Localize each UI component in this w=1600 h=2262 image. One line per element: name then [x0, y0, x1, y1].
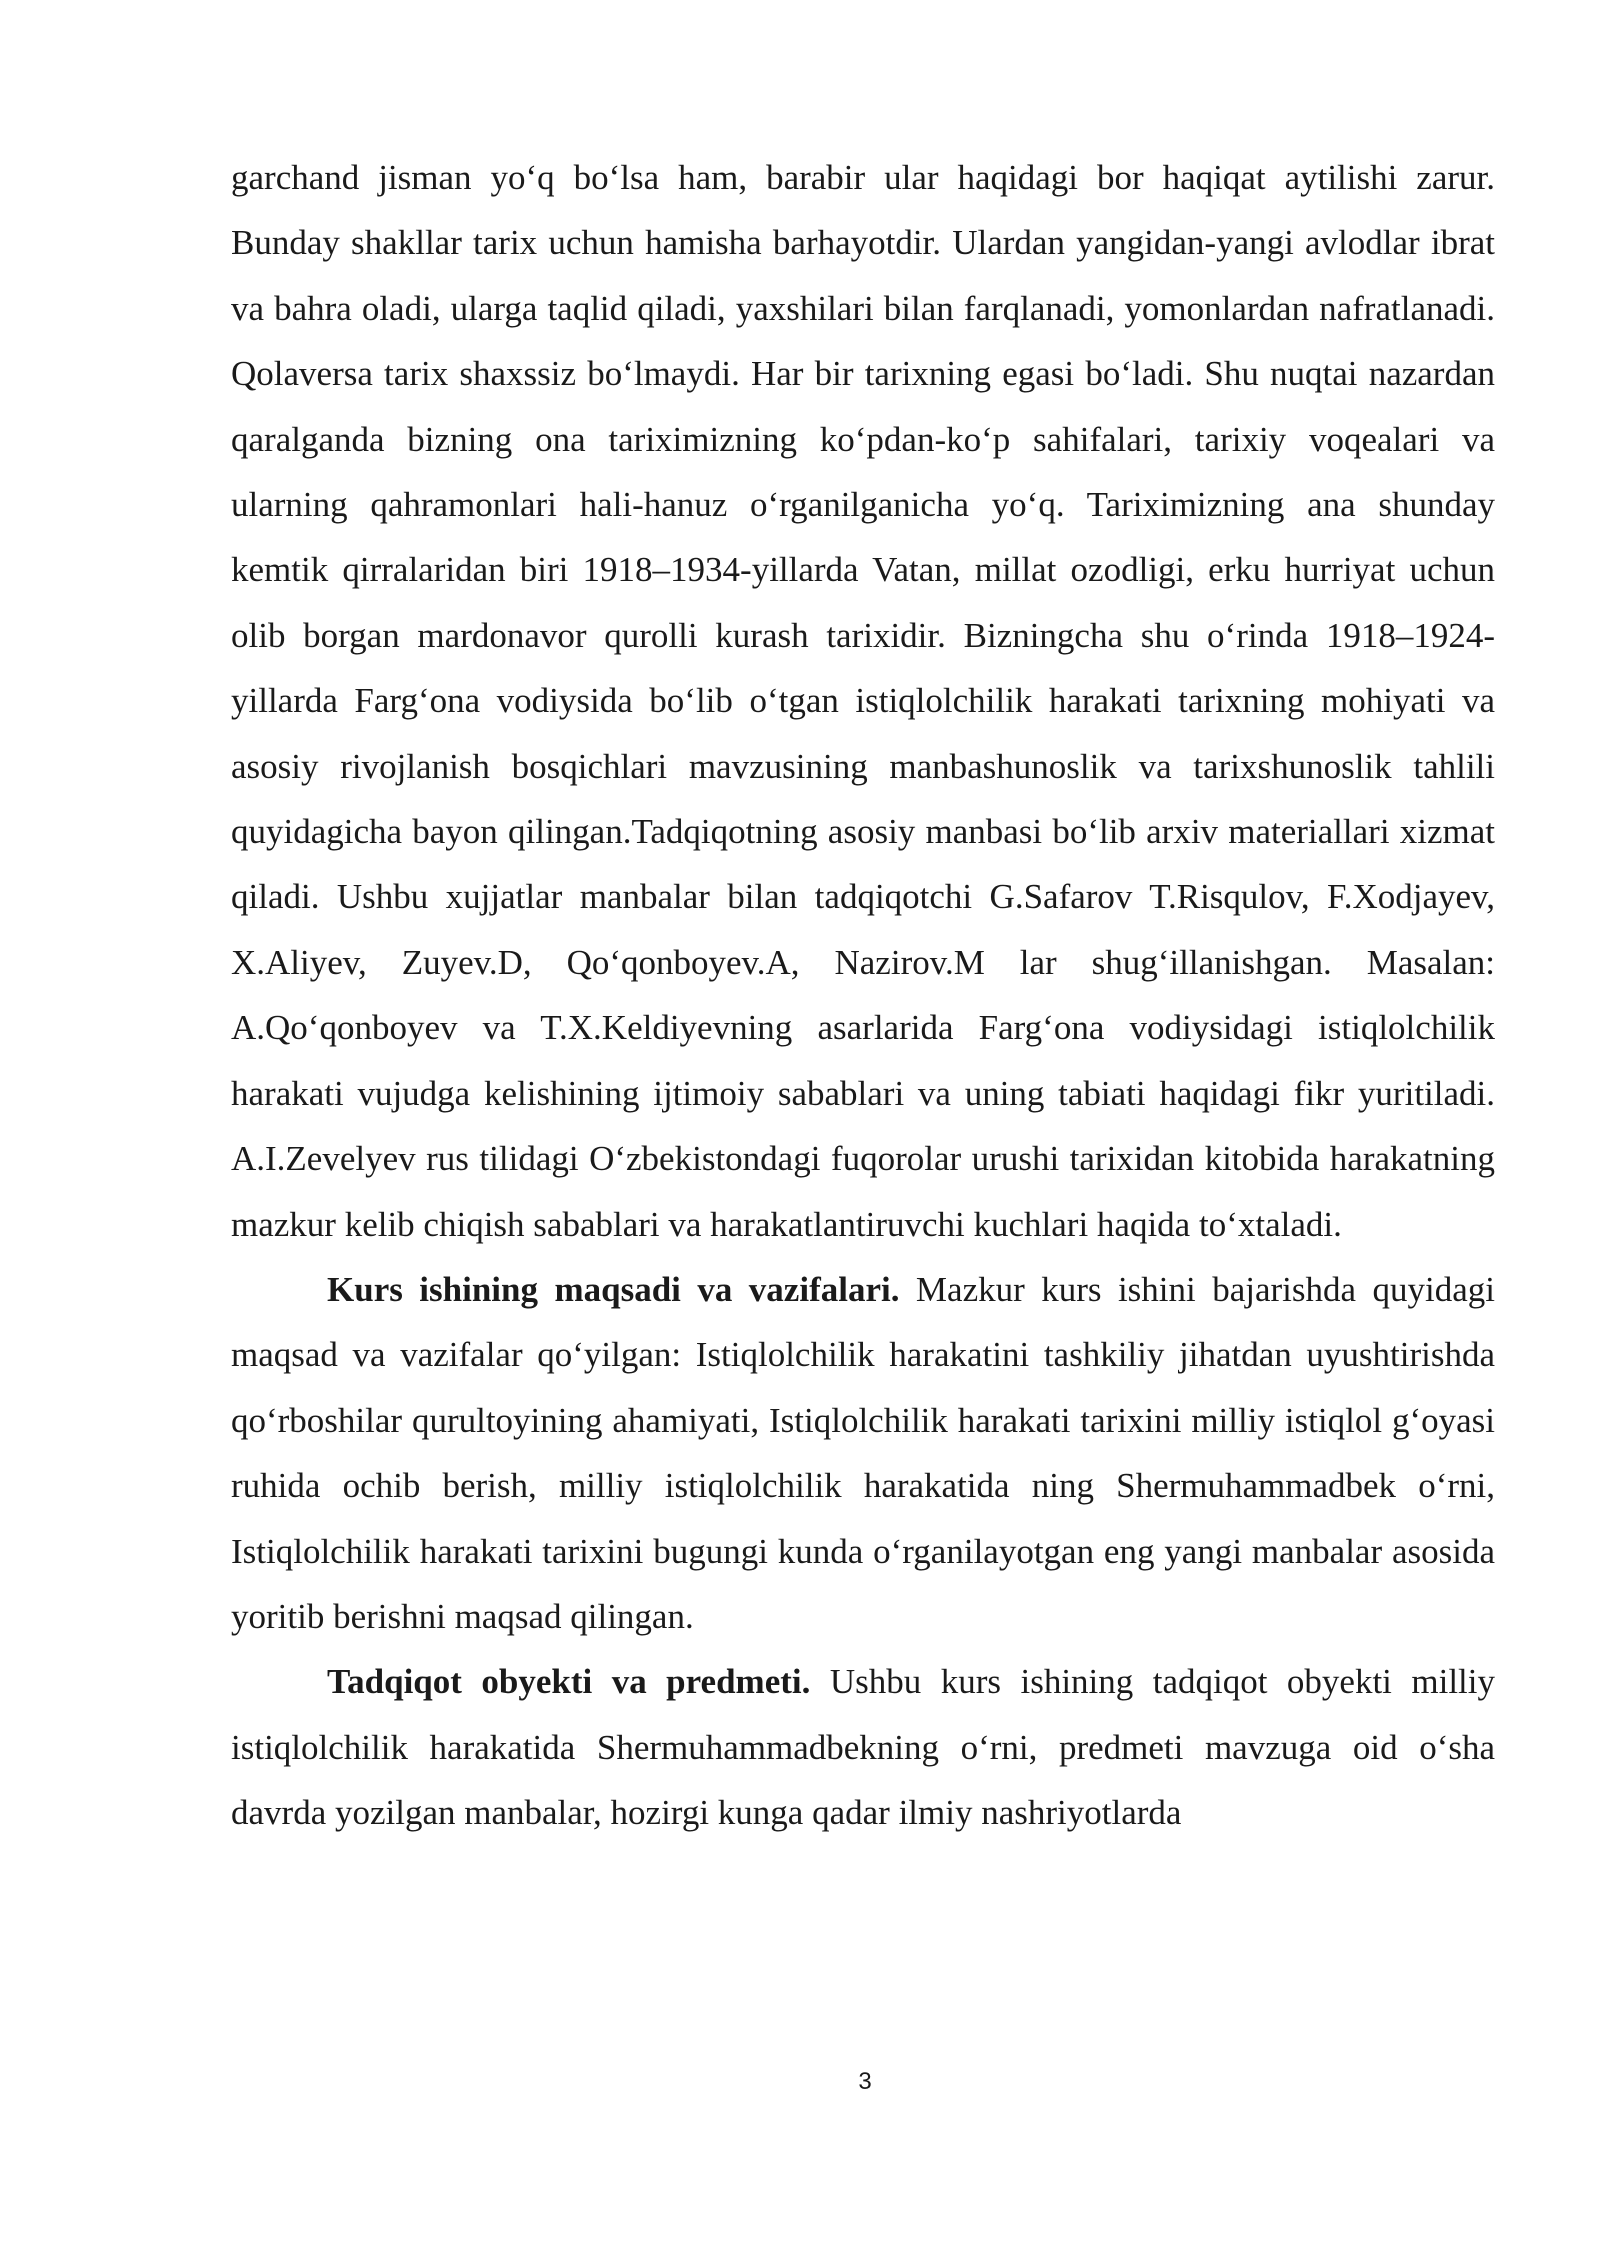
paragraph-intro: garchand jisman yo‘q bo‘lsa ham, barabir ular haqidagi bor haqiqat aytilishi zarur. Bunday shakllar tarix uchun hamisha barhayotdir. Ulardan yangidan-yangi avlodlar ibrat va bahra oladi, ularga taqlid qiladi, yaxshilari bilan farqlanadi, yomonlardan nafratlanadi. Qolaversa tarix shaxssiz bo‘lmaydi. Har bir tarixning egasi bo‘ladi. Shu nuqtai nazardan qaralganda bizning ona tariximizning ko‘pdan-ko‘p sahifalari, tarixiy voqealari va ularning qahramonlari hali-hanuz o‘rganilganicha yo‘q. Tariximizning ana shunday kemtik qirralaridan biri 1918–1934-yillarda Vatan, millat ozodligi, erku hurriyat uchun olib borgan mardonavor qurolli kurash tarixidir. Bizningcha shu o‘rinda 1918–1924-yillarda Farg‘ona vodiysida bo‘lib o‘tgan istiqlolchilik harakati tarixning mohiyati va asosiy rivojlanish bosqichlari mavzusining manbashunoslik va tarixshunoslik tahlili quyidagicha bayon qilingan.Tadqiqotning asosiy manbasi bo‘lib arxiv materiallari xizmat qiladi. Ushbu xujjatlar manbalar bilan tadqiqotchi G.Safarov T.Risqulov, F.Xodjayev, X.Aliyev, Zuyev.D, Qo‘qonboyev.A, Nazirov.M lar shug‘illanishgan. Masalan: A.Qo‘qonboyev va T.X.Keldiyevning asarlarida Farg‘ona vodiysidagi istiqlolchilik harakati vujudga kelishining ijtimoiy sabablari va uning tabiati haqidagi fikr yuritiladi. A.I.Zevelyev rus tilidagi O‘zbekistondagi fuqorolar urushi tarixidan kitobida harakatning mazkur kelib chiqish sabablari va harakatlantiruvchi kuchlari haqida to‘xtaladi. [231, 158, 1495, 1244]
object-heading: Tadqiqot obyekti va predmeti. [327, 1662, 811, 1702]
goals-heading: Kurs ishining maqsadi va vazifalari. [327, 1269, 900, 1309]
page-number: 3 [858, 2068, 872, 2095]
goals-body: Mazkur kurs ishini bajarishda quyidagi maqsad va vazifalar qo‘yilgan: Istiqlolchilik harakatini tashkiliy jihatdan uyushtirishda qo‘rboshilar qurultoyining ahamiyati, Istiqlolchilik harakati tarixini milliy istiqlol g‘oyasi ruhida ochib berish, milliy istiqlolchilik harakatida ning Shermuhammadbek o‘rni, Istiqlolchilik harakati tarixini bugungi kunda o‘rganilayotgan eng yangi manbalar asosida yoritib berishni maqsad qilingan. [231, 1269, 1495, 1636]
paragraph-object [231, 1649, 1495, 1845]
paragraph-goals [231, 1257, 1495, 1649]
body-text [231, 145, 1495, 1846]
object-body: Ushbu kurs ishining tadqiqot obyekti milliy istiqlolchilik harakatida Shermuhammadbekning o‘rni, predmeti mavzuga oid o‘sha davrda yozilgan manbalar, hozirgi kunga qadar ilmiy nashriyotlarda [231, 1662, 1495, 1833]
